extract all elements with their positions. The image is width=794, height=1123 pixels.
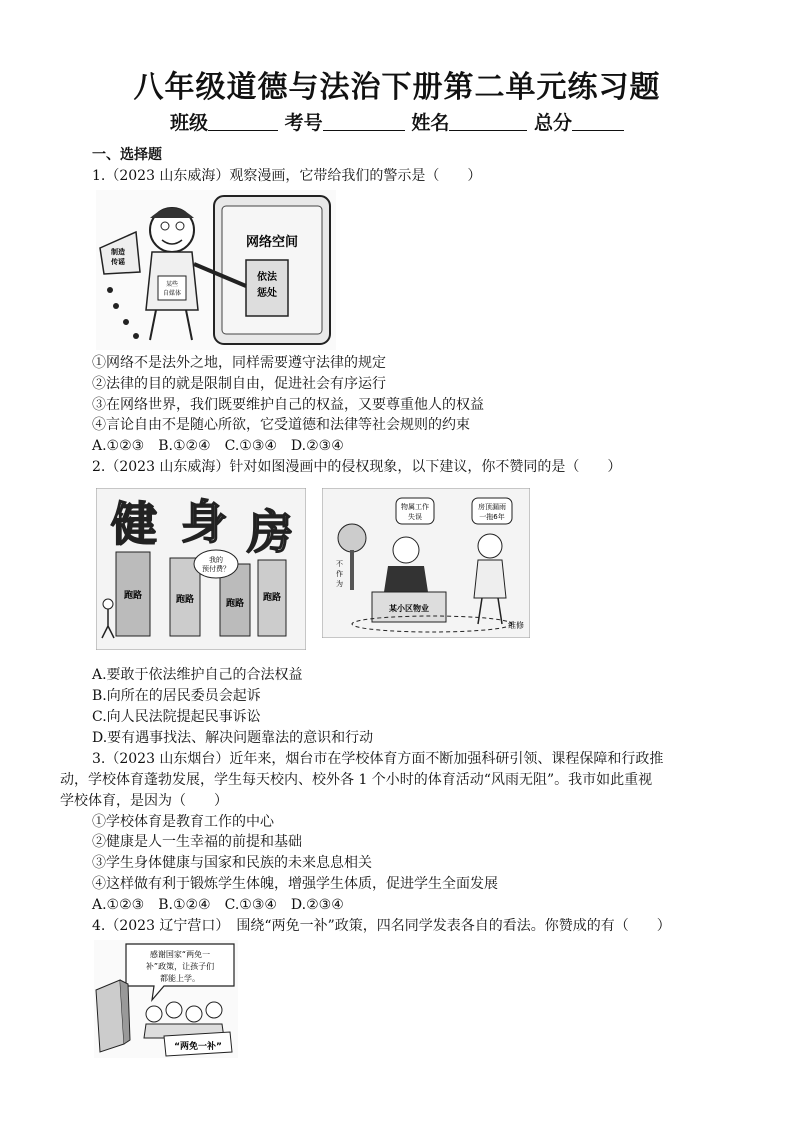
q1-options: A.①②③ B.①②④ C.①③④ D.②③④ — [92, 438, 344, 454]
class-blank[interactable] — [208, 112, 278, 131]
svg-text:我的: 我的 — [209, 556, 223, 564]
q2-option-a: A.要敢于依法维护自己的合法权益 — [92, 667, 303, 683]
q2-option-b: B.向所在的居民委员会起诉 — [92, 688, 261, 704]
q1-cartoon-image — [96, 190, 336, 350]
q3-item-1: ①学校体育是教育工作的中心 — [92, 814, 274, 830]
q1-item-1: ①网络不是法外之地，同样需要遵守法律的规定 — [92, 355, 386, 371]
q3-item-3: ③学生身体健康与国家和民族的未来息息相关 — [92, 855, 372, 871]
svg-text:跑路: 跑路 — [225, 599, 245, 609]
q4-cartoon-image — [94, 940, 238, 1058]
svg-text:自媒体: 自媒体 — [162, 290, 182, 297]
name-blank[interactable] — [449, 112, 527, 131]
svg-text:维修: 维修 — [508, 621, 524, 630]
svg-text:某些: 某些 — [165, 281, 179, 288]
svg-text:预付费？: 预付费？ — [202, 565, 230, 573]
svg-text:某小区物业: 某小区物业 — [389, 604, 429, 613]
svg-text:制造: 制造 — [111, 248, 125, 256]
q3-options: A.①②③ B.①②④ C.①③④ D.②③④ — [92, 897, 344, 913]
exam-no-blank[interactable] — [323, 112, 405, 131]
q3-item-4: ④这样做有利于锻炼学生体魄，增强学生体质，促进学生全面发展 — [92, 876, 498, 892]
svg-text:依法: 依法 — [257, 272, 277, 283]
q4-bubble-line-2: 补”政策，让孩子们 — [145, 962, 215, 971]
q2-option-d: D.要有遇事找法、解决问题靠法的意识和行动 — [92, 730, 374, 746]
q1-item-2: ②法律的目的就是限制自由，促进社会有序运行 — [92, 376, 386, 392]
score-blank[interactable] — [572, 112, 624, 131]
q3-line-2: 动，学校体育蓬勃发展，学生每天校内、校外各 1 个小时的体育活动“风雨无阻”。我市如此重视 — [60, 772, 653, 788]
section-heading: 一、选择题 — [92, 147, 162, 163]
student-info-line — [0, 108, 794, 135]
svg-text:健: 健 — [111, 497, 157, 551]
svg-text:传谣: 传谣 — [111, 258, 125, 266]
page-title: 八年级道德与法治下册第二单元练习题 — [133, 70, 661, 105]
class-label: 班级 — [170, 112, 209, 134]
q3-line-1: 3.（2023 山东烟台）近年来，烟台市在学校体育方面不断加强科研引领、课程保障和行政推 — [92, 751, 664, 767]
svg-text:身: 身 — [181, 495, 227, 549]
svg-text:一拖6年: 一拖6年 — [479, 513, 505, 521]
q2-cartoon-right-image — [322, 488, 530, 638]
q3-item-2: ②健康是人一生幸福的前提和基础 — [92, 834, 302, 850]
q4-stem: 4.（2023 辽宁营口） 围绕“两免一补”政策，四名同学发表各自的看法。你赞成的有（ ） — [92, 918, 671, 934]
name-label: 姓名 — [411, 112, 450, 134]
svg-text:作: 作 — [336, 570, 343, 578]
q1-item-3: ③在网络世界，我们既要维护自己的权益，又要尊重他人的权益 — [92, 397, 484, 413]
svg-text:失误: 失误 — [408, 513, 422, 521]
q2-stem: 2.（2023 山东威海）针对如图漫画中的侵权现象，以下建议，你不赞同的是（ ） — [92, 459, 622, 475]
svg-text:房: 房 — [247, 505, 293, 559]
q2-cartoon-left-image — [96, 488, 306, 650]
svg-text:不: 不 — [336, 560, 343, 568]
q1-stem: 1.（2023 山东威海）观察漫画，它带给我们的警示是（ ） — [92, 168, 482, 184]
q2-option-c: C.向人民法院提起民事诉讼 — [92, 709, 261, 725]
svg-text:为: 为 — [336, 580, 343, 588]
exam-no-label: 考号 — [284, 112, 323, 134]
svg-text:跑路: 跑路 — [262, 593, 282, 603]
q3-line-3: 学校体育，是因为（ ） — [60, 793, 228, 809]
svg-text:物属工作: 物属工作 — [401, 503, 429, 511]
svg-text:惩处: 惩处 — [257, 288, 277, 299]
score-label: 总分 — [533, 112, 572, 134]
q4-bubble-line-1: 感谢国家“两免一 — [149, 950, 211, 959]
svg-text:跑路: 跑路 — [175, 595, 195, 605]
q4-bubble-line-3: 都能上学。 — [160, 974, 200, 983]
svg-text:房顶漏雨: 房顶漏雨 — [478, 503, 506, 511]
q1-screen-text: 网络空间 — [245, 235, 299, 250]
q1-item-4: ④言论自由不是随心所欲，它受道德和法律等社会规则的约束 — [92, 417, 470, 433]
q4-banner-text: “两免一补” — [174, 1042, 222, 1052]
svg-text:跑路: 跑路 — [123, 591, 143, 601]
